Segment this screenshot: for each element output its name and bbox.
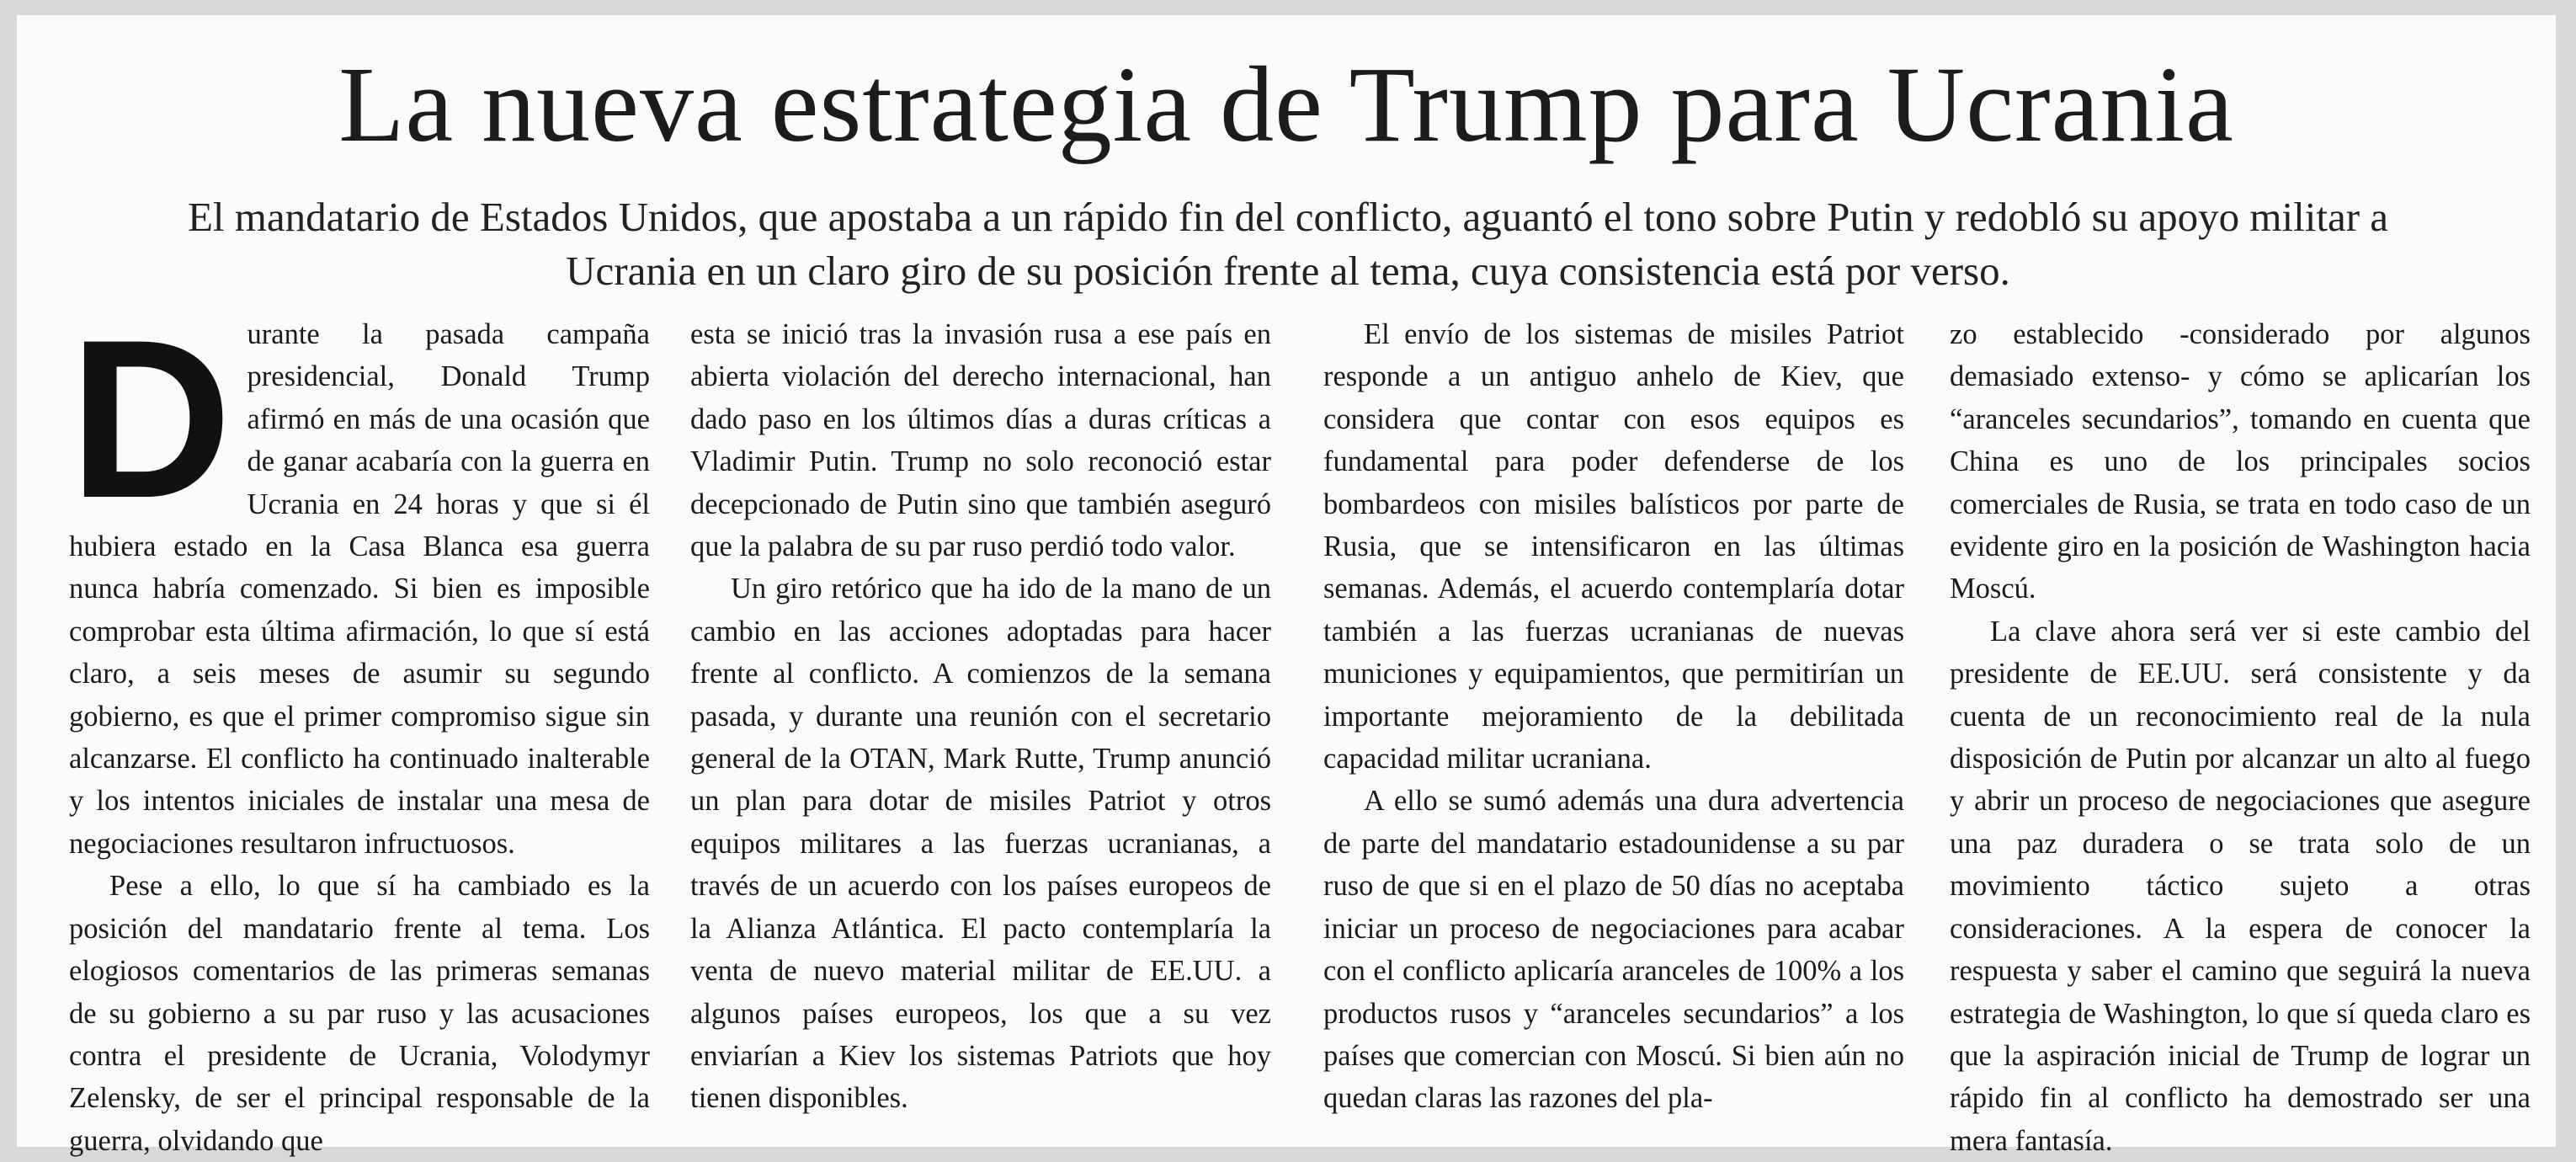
newspaper-page — [17, 15, 2556, 1157]
column-3 — [1323, 313, 1904, 1120]
column-4 — [1950, 313, 2531, 1162]
paragraph: A ello se sumó además una dura advertencia de parte del mandatario estadounidense a su par ruso de que si en el plazo de 50 días no aceptaba iniciar un proceso de negociaciones para acabar con el conflicto aplicaría aranceles de 100% a los productos rusos y “aranceles secundarios” a los países que comercian con Moscú. Si bien aún no quedan claras las razones del pla- — [1323, 785, 1904, 1115]
drop-cap: D — [69, 292, 232, 545]
paragraph: zo establecido -considerado por algunos demasiado extenso- y cómo se aplicarían los “aranceles secundarios”, tomando en cuenta que China es uno de los principales socios comerciales de Rusia, se trata en todo caso de un evidente giro en la posición de Washington hacia Moscú. — [1950, 318, 2531, 605]
paragraph: La clave ahora será ver si este cambio del presidente de EE.UU. será consistente y da cuenta de un reconocimiento real de la nula disposición de Putin por alcanzar un alto al fuego y abrir un proceso de negociaciones que asegure una paz duradera o se trata solo de un movimiento táctico sujeto a otras consideraciones. A la espera de conocer la respuesta y saber el camino que seguirá la nueva estrategia de Washington, lo que sí queda claro es que la aspiración inicial de Trump de lograr un rápido fin al conflicto ha demostrado ser una mera fantasía. — [1950, 615, 2531, 1157]
paragraph: esta se inició tras la invasión rusa a ese país en abierta violación del derecho internacional, han dado paso en los últimos días a duras críticas a Vladimir Putin. Trump no solo reconoció estar decepcionado de Putin sino que también aseguró que la palabra de su par ruso perdió todo valor. — [690, 318, 1271, 563]
column-2 — [690, 313, 1271, 1120]
paragraph: El envío de los sistemas de misiles Patriot responde a un antiguo anhelo de Kiev, que considera que contar con esos equipos es fundamental para poder defenderse de los bombardeos con misiles balísticos por parte de Rusia, que se intensificaron en las últimas semanas. Además, el acuerdo contemplaría dotar también a las fuerzas ucranianas de nuevas municiones y equipamientos, que permitirían un importante mejoramiento de la debilitada capacidad militar ucraniana. — [1323, 318, 1904, 776]
headline: La nueva estrategia de Trump para Ucrania — [338, 45, 2234, 164]
paragraph: Pese a ello, lo que sí ha cambiado es la posición del mandatario frente al tema. Los elogiosos comentarios de las primeras semanas de su gobierno a su par ruso y las acusaciones contra el presidente de Ucrania, Volodymyr Zelensky, de ser el principal responsable de la guerra, olvidando que — [69, 870, 650, 1157]
subheadline: El mandatario de Estados Unidos, que apostaba a un rápido fin del conflicto, aguantó el tono sobre Putin y redobló su apoyo militar a Ucrania en un claro giro de su posición frente al tema, cuya consistencia está por verso. — [187, 194, 2389, 294]
paragraph: Un giro retórico que ha ido de la mano de un cambio en las acciones adoptadas para hacer frente al conflicto. A comienzos de la semana pasada, y durante una reunión con el secretario general de la OTAN, Mark Rutte, Trump anunció un plan para dotar de misiles Patriot y otros equipos militares a las fuerzas ucranianas, a través de un acuerdo con los países europeos de la Alianza Atlántica. El pacto contemplaría la venta de nuevo material militar de EE.UU. a algunos países europeos, los que a su vez enviarían a Kiev los sistemas Patriots que hoy tienen disponibles. — [690, 573, 1271, 1115]
paragraph: urante la pasada campaña presidencial, Donald Trump afirmó en más de una ocasión que de ganar acabaría con la guerra en Ucrania en 24 horas y que si él hubiera estado en la Casa Blanca esa guerra nunca habría comenzado. Si bien es imposible comprobar esta última afirmación, lo que sí está claro, a seis meses de asumir su segundo gobierno, es que el primer compromiso sigue sin alcanzarse. El conflicto ha continuado inalterable y los intentos iniciales de instalar una mesa de negociaciones resultaron infructuosos. — [69, 318, 650, 860]
column-1 — [69, 292, 650, 1162]
